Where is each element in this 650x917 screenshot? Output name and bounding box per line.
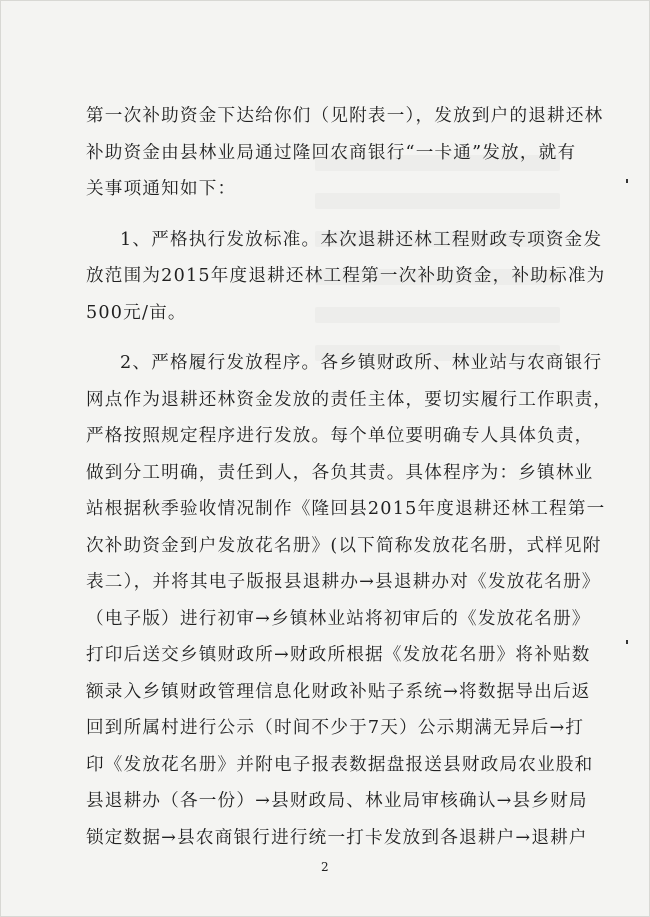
scan-mark bbox=[626, 179, 628, 183]
paragraph-2-line: 做到分工明确，责任到人，各负其责。具体程序为：乡镇林业 bbox=[86, 462, 594, 483]
scan-mark bbox=[626, 640, 628, 644]
paragraph-2-line: 额录入乡镇财政管理信息化财政补贴子系统→将数据导出后返 bbox=[86, 681, 591, 702]
paragraph-2-line: 打印后送交乡镇财政所→财政所根据《发放花名册》将补贴数 bbox=[86, 645, 591, 665]
paragraph-2-line: 回到所属村进行公示（时间不少于7天）公示期满无异后→打 bbox=[86, 718, 585, 738]
paragraph-2-line: 2、严格履行发放程序。各乡镇财政所、林业站与农商银行 bbox=[120, 353, 603, 373]
document-body bbox=[86, 98, 613, 856]
paragraph-1-line: 500元/亩。 bbox=[86, 302, 187, 323]
paragraph-2-line: 印《发放花名册》并附电子报表数据盘报送县财政局农业股和 bbox=[86, 754, 594, 775]
paragraph-1-line: 1、严格执行发放标准。本次退耕还林工程财政专项资金发 bbox=[120, 229, 603, 250]
body-line: 补助资金由县林业局通过隆回农商银行“一卡通”发放，就有 bbox=[86, 142, 577, 163]
paragraph-2-line: 网点作为退耕还林资金发放的责任主体，要切实履行工作职责， bbox=[86, 389, 613, 410]
paragraph-2-line: 锁定数据→县农商银行进行统一打卡发放到各退耕户→退耕户 bbox=[86, 827, 588, 848]
paragraph-2-line: 站根据秋季验收情况制作《隆回县2015年度退耕还林工程第一 bbox=[86, 499, 606, 519]
body-line: 关事项通知如下： bbox=[86, 179, 237, 199]
paragraph-2-line: 严格按照规定程序进行发放。每个单位要明确专人具体负责， bbox=[86, 426, 594, 446]
paragraph-1-line: 放范围为2015年度退耕还林工程第一次补助资金，补助标准为 bbox=[86, 266, 606, 286]
paragraph-2-line: 县退耕办（各一份）→县财政局、林业局审核确认→县乡财局 bbox=[86, 791, 588, 811]
paragraph-2-line: （电子版）进行初审→乡镇林业站将初审后的《发放花名册》 bbox=[86, 608, 591, 629]
body-line: 第一次补助资金下达给你们（见附表一），发放到户的退耕还林 bbox=[86, 106, 604, 126]
paragraph-2-line: 次补助资金到户发放花名册》(以下简称发放花名册，式样见附 bbox=[86, 535, 602, 556]
page-number: 2 bbox=[321, 860, 329, 874]
paragraph-2-line: 表二），并将其电子版报县退耕办→县退耕办对《发放花名册》 bbox=[86, 572, 601, 592]
